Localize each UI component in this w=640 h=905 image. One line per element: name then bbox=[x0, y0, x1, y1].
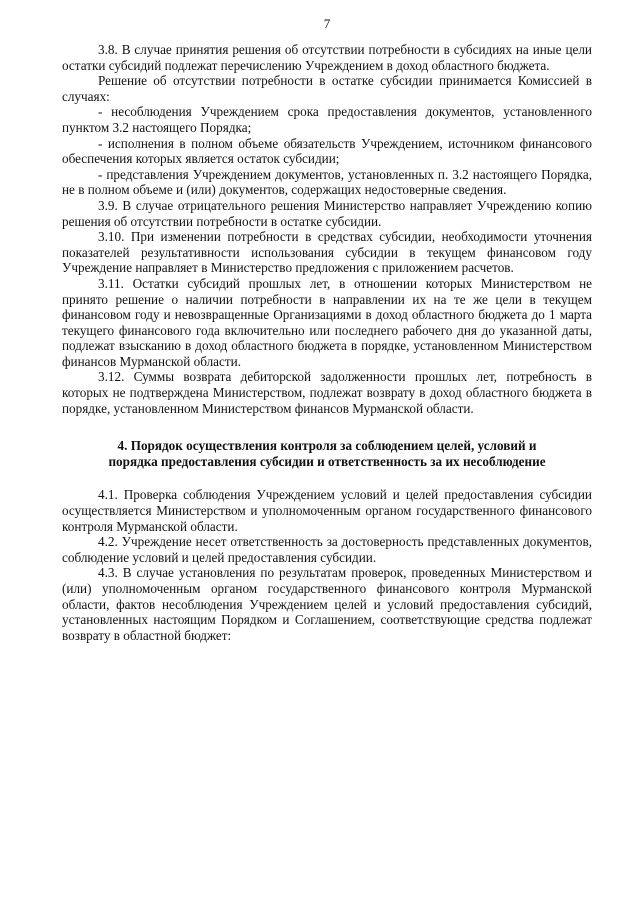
list-item-obligations: - исполнения в полном объеме обязательств Учреждением, источником финансового обеспечения которых является остаток субсидии; bbox=[62, 135, 592, 167]
section-heading-line-1: 4. Порядок осуществления контроля за соблюдением целей, условий и bbox=[117, 438, 537, 454]
page-number: 7 bbox=[323, 16, 331, 31]
section-4-heading bbox=[62, 438, 592, 469]
paragraph-4-2: 4.2. Учреждение несет ответственность за достоверность представленных документов, соблюдение условий и целей предоставления субсидии. bbox=[62, 534, 592, 565]
list-item-documents: - представления Учреждением документов, установленных п. 3.2 настоящего Порядка, не в полном объеме и (или) документов, содержащих недостоверные сведения. bbox=[62, 166, 592, 198]
paragraph-3-12: 3.12. Суммы возврата дебиторской задолженности прошлых лет, потребность в которых не подтверждена Министерством, подлежат возврату в доход областного бюджета в порядке, установленном Министерством финансов Мурманской области. bbox=[62, 369, 592, 416]
paragraph-decision-intro: Решение об отсутствии потребности в остатке субсидии принимается Комиссией в случаях: bbox=[62, 73, 592, 104]
paragraph-4-3: 4.3. В случае установления по результатам проверок, проведенных Министерством и (или) уполномоченным органом государственного финансового контроля Мурманской области, фактов несоблюдения Учреждением целей и условий предоставления субсидий, установленных настоящим Порядком и Соглашением, соответствующие средства подлежат возврату в областной бюджет: bbox=[62, 565, 592, 643]
section-heading-line-2: порядка предоставления субсидии и ответственность за их несоблюдение bbox=[108, 453, 546, 469]
paragraph-3-9: 3.9. В случае отрицательного решения Министерство направляет Учреждению копию решения об отсутствии потребности в остатке субсидии. bbox=[62, 197, 592, 229]
paragraph-3-10: 3.10. При изменении потребности в средствах субсидии, необходимости уточнения показателей результативности использования субсидии в текущем финансовом году Учреждение направляет в Министерство предложения с приложением расчетов. bbox=[62, 229, 592, 276]
paragraph-3-8: 3.8. В случае принятия решения об отсутствии потребности в субсидиях на иные цели остатки субсидий подлежат перечислению Учреждением в доход областного бюджета. bbox=[62, 42, 592, 73]
paragraph-3-11: 3.11. Остатки субсидий прошлых лет, в отношении которых Министерством не принято решение о наличии потребности в направлении их на те же цели в текущем финансовом году и невозвращенные Организациями в доход областного бюджета до 1 марта текущего финансового года включительно или последнего рабочего дня до указанной даты, подлежат взысканию в доход областного бюджета в порядке, установленном Министерством финансов Мурманской области. bbox=[62, 275, 592, 369]
list-item-deadline: - несоблюдения Учреждением срока предоставления документов, установленного пунктом 3.2 настоящего Порядка; bbox=[62, 104, 592, 135]
paragraph-4-1: 4.1. Проверка соблюдения Учреждением условий и целей предоставления субсидии осуществляется Министерством и уполномоченным органом государственного финансового контроля Мурманской области. bbox=[62, 487, 592, 534]
